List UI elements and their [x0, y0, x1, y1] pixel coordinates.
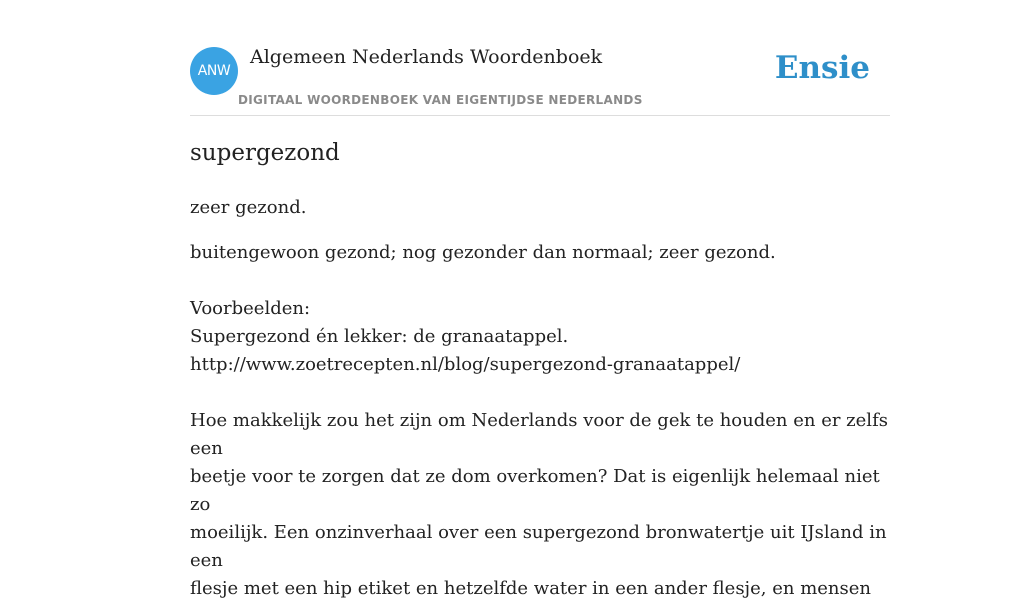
site-title[interactable]: Algemeen Nederlands Woordenboek — [250, 46, 603, 68]
example-paragraph-line: beetje voor te zorgen dat ze dom overkomen? Dat is eigenlijk helemaal niet zo — [190, 466, 880, 515]
example-url: http://www.zoetrecepten.nl/blog/supergezond-granaatappel/ — [190, 354, 741, 375]
headword: supergezond — [190, 140, 340, 166]
site-header — [190, 0, 890, 116]
example-paragraph-line: flesje met een hip etiket en hetzelfde water in een ander flesje, en mensen — [190, 578, 871, 599]
example-paragraph-line: moeilijk. Een onzinverhaal over een supergezond bronwatertje uit IJsland in een — [190, 522, 887, 571]
anw-logo[interactable]: ANW — [190, 47, 238, 95]
definition: zeer gezond. — [190, 197, 307, 218]
entry-content — [190, 239, 890, 603]
spacer — [190, 267, 890, 295]
description: buitengewoon gezond; nog gezonder dan normaal; zeer gezond. — [190, 242, 776, 263]
site-subtitle: DIGITAAL WOORDENBOEK VAN EIGENTIJDSE NEDERLANDS — [238, 93, 643, 107]
spacer — [190, 379, 890, 407]
example-text: Supergezond én lekker: de granaatappel. — [190, 326, 569, 347]
ensie-brand-link[interactable]: Ensie — [774, 50, 870, 86]
page — [190, 0, 890, 599]
example-paragraph-line: Hoe makkelijk zou het zijn om Nederlands voor de gek te houden en er zelfs een — [190, 410, 888, 459]
examples-label: Voorbeelden: — [190, 298, 311, 319]
